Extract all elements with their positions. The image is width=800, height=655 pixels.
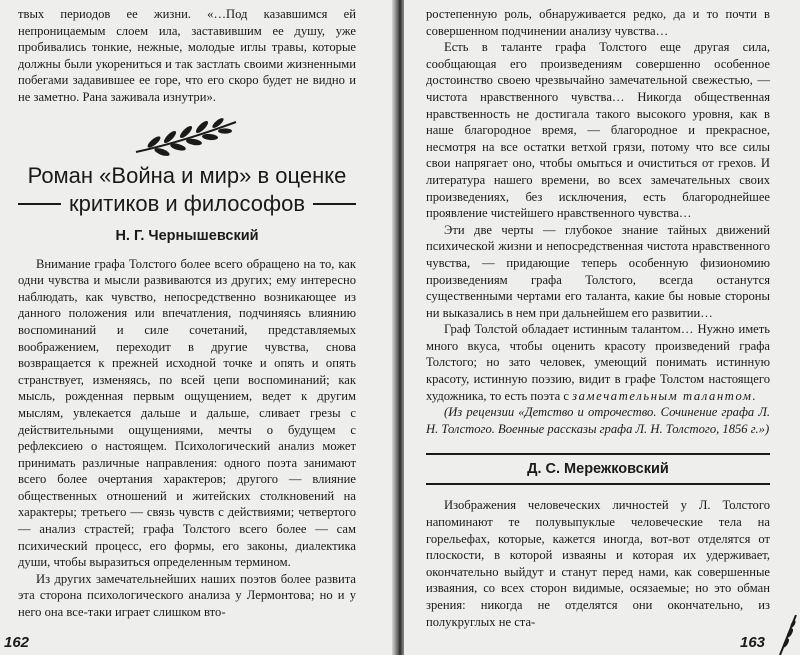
citation: (Из рецензии «Детство и отрочество. Сочинение графа Л. Н. Толстого. Военные рассказы графа Л. Н. Толстого, 1856 г.»): [426, 405, 770, 436]
laurel-branch-icon: [132, 116, 242, 158]
body-paragraph: Есть в таланте графа Толстого еще другая сила, сообщающая его произведениям совершенно особенное достоинство своею чрезвычайно замечательной свежестью, — чистота нравственного чувства… Никогда общественная нравственность не достигала такого высокого уровня, как в наше благородное время, — благородное и прекрасное, несмотря на все остатки ветхой грязи, потому что все силы свои напрягает оно, чтобы омыться и очиститься от грехов. И литература нашего времени, во всех замечательных своих произведениях, без исключения, есть благороднейшее проявление чистейшего нравственного чувства…: [426, 40, 770, 221]
body-paragraph-last: [426, 321, 770, 404]
left-page-content: [18, 6, 356, 621]
page-number-right: 163: [740, 634, 766, 651]
intro-paragraph: твых периодов ее жизни. «…Под казавшимся ей непроницаемым слоем ила, заставившим ее душу, уже пробивались тонкие, нежные, молодые иглы травы, которые должны были укорениться и так застлать своими жизненными побегами задавившее ее горе, что его скоро будет не видно и не заметно. Рана заживала изнутри».: [18, 7, 356, 104]
body-paragraph: Изображения человеческих личностей у Л. Толстого напоминают те полувыпуклые человеческие тела на горельефах, которые, кажется иногда, вот-вот отделятся от плоскости, в которой изваяны и которая их удерживает, окончательно выйдут и станут перед нами, как совершенные изваяния, со всех сторон видимые, осязаемые; но это обман зрения: никогда не отделятся они окончательно, из полукруглых не ста-: [426, 498, 770, 629]
chapter-title-line2-row: [18, 190, 356, 218]
section-author-chernyshevsky: Н. Г. Чернышевский: [115, 227, 259, 244]
body-paragraph: Эти две черты — глубокое знание тайных движений психической жизни и непосредственная чистота нравственного чувства, — придающие теперь особенную физиономию произведениям графа Толстого, всегда останутся существенными чертами его таланта, какие бы новые стороны ни выказались в нем при дальнейшем его развитии…: [426, 222, 770, 320]
chapter-title-line1: Роман «Война и мир» в оценке: [27, 162, 347, 188]
continuation-paragraph: ростепенную роль, обнаруживается редко, да и то почти в совершенном подчинении анализу чувства…: [426, 7, 770, 38]
body-paragraph: Внимание графа Толстого более всего обращено на то, как одни чувства и мысли развиваются из других; ему интересно наблюдать, как чувство, непосредственно возникающее из данного положения или впечатления, подчиняясь влиянию воспоминаний и силе сочетаний, представляемых воображением, переходит в другие чувства, снова возвращается к прежней исходной точке и опять и опять странствует, изменяясь, по всей цепи воспоминаний; как мысль, рожденная первым ощущением, ведет к другим мыслям, увлекается дальше и дальше, сливает грезы с действительными ощущениями, мечты о будущем с рефлексиею о настоящем. Психологический анализ может принимать различные направления: одного поэта занимают всего более очертания характеров; другого — влияние общественных отношений и житейских столкновений на характеры; третьего — связь чувств с действиями; четвертого — анализ страстей; графа Толстого всего более — сам психический процесс, его формы, его законы, диалектика души, чтобы выразиться определенным термином.: [18, 256, 356, 570]
title-rule-left: [18, 203, 61, 205]
emphasis-text: замечательным талантом.: [572, 388, 758, 403]
sprig-icon: [778, 615, 798, 655]
title-rule-right: [313, 203, 356, 205]
page-number-left: 162: [4, 634, 30, 651]
right-page: [404, 0, 800, 655]
left-page: [0, 0, 396, 655]
section-author-merezhkovsky: Д. С. Мережковский: [426, 453, 770, 485]
last-paragraph-text: Граф Толстой обладает истинным талантом… Нужно иметь много вкуса, чтобы оценить красоту произведений графа Толстого; но зато человек, умеющий понимать истинную красоту, истинную поэзию, видит в графе Толстом настоящего художника, то есть поэта с: [426, 322, 770, 403]
right-page-content: [426, 6, 770, 630]
chapter-title-line2: критиков и философов: [68, 190, 306, 216]
body-paragraph: Из других замечательнейших наших поэтов более развита эта сторона психологического анализа у Лермонтова; но и у него она все-таки играет слишком вто-: [18, 571, 356, 620]
